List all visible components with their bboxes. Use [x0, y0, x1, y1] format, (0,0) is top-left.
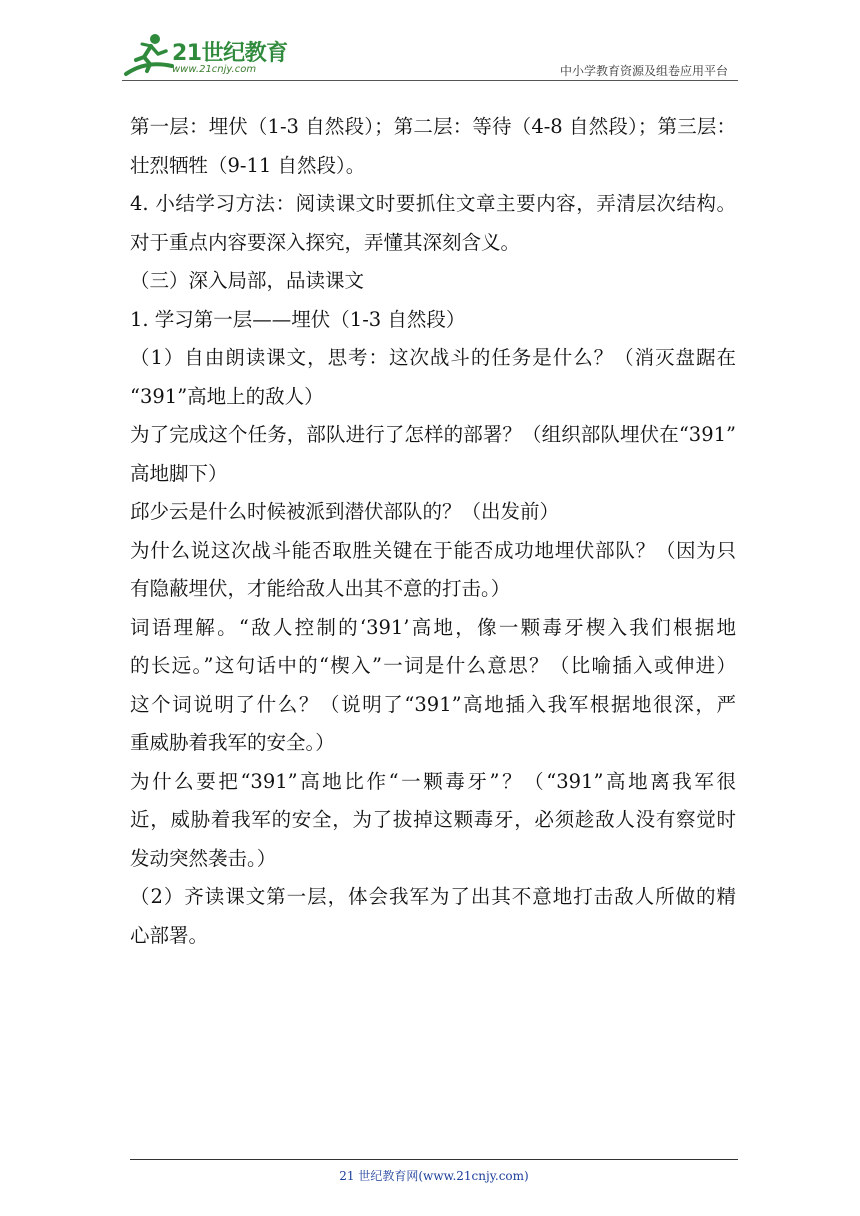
footer-text: 21 世纪教育网(www.21cnjy.com)	[339, 1169, 529, 1183]
text-line: 发动突然袭击。）	[130, 846, 277, 870]
text-line: 的长远。”这句话中的“楔入”一词是什么意思？（比喻插入或伸进）	[130, 654, 736, 677]
page-header	[122, 30, 738, 82]
logo-url-text: www.21cnjy.com	[172, 64, 257, 75]
site-logo	[122, 30, 292, 80]
text-line: 高地脚下）	[130, 461, 228, 485]
text-line: 为什么要把“391”高地比作“一颗毒牙”？（“391”高地离我军很	[130, 769, 736, 793]
text-line: 词语理解。“敌人控制的‘391’高地，像一颗毒牙楔入我们根据地	[130, 615, 736, 639]
text-line: （2）齐读课文第一层，体会我军为了出其不意地打击敌人所做的精	[130, 885, 736, 908]
text-line: 心部署。	[130, 923, 209, 947]
text-line: 4. 小结学习方法：阅读课文时要抓住文章主要内容，弄清层次结构。	[130, 192, 736, 215]
text-line: 为了完成这个任务，部队进行了怎样的部署？（组织部队埋伏在“391”	[130, 423, 736, 446]
text-line: 有隐蔽埋伏，才能给敌人出其不意的打击。）	[130, 577, 511, 600]
running-figure-logo-icon	[122, 30, 174, 80]
text-line: 邱少云是什么时候被派到潜伏部队的？（出发前）	[130, 500, 560, 523]
text-line: 为什么说这次战斗能否取胜关键在于能否成功地埋伏部队？（因为只	[130, 538, 736, 562]
header-tagline: 中小学教育资源及组卷应用平台	[559, 64, 728, 78]
header-divider	[122, 80, 738, 81]
text-line: 壮烈牺牲（9-11 自然段）。	[130, 153, 366, 177]
logo-brand-text: 21世纪教育	[172, 41, 288, 66]
text-line: 重威胁着我军的安全。）	[130, 731, 335, 754]
footer-divider	[130, 1159, 738, 1160]
text-line: 对于重点内容要深入探究，弄懂其深刻含义。	[130, 230, 521, 254]
subsection-heading: 1. 学习第一层——埋伏（1-3 自然段）	[130, 307, 466, 331]
text-line: 第一层：埋伏（1-3 自然段）；第二层：等待（4-8 自然段）；第三层：	[130, 115, 736, 138]
text-line: （1）自由朗读课文，思考：这次战斗的任务是什么？（消灭盘踞在	[130, 346, 736, 369]
text-line: 这个词说明了什么？（说明了“391”高地插入我军根据地很深，严	[130, 692, 736, 716]
text-line: 近，威胁着我军的安全，为了拔掉这颗毒牙，必须趁敌人没有察觉时	[130, 808, 736, 831]
section-heading: （三）深入局部，品读课文	[130, 269, 365, 292]
document-body	[130, 108, 736, 955]
text-line: “391”高地上的敌人）	[130, 384, 324, 408]
